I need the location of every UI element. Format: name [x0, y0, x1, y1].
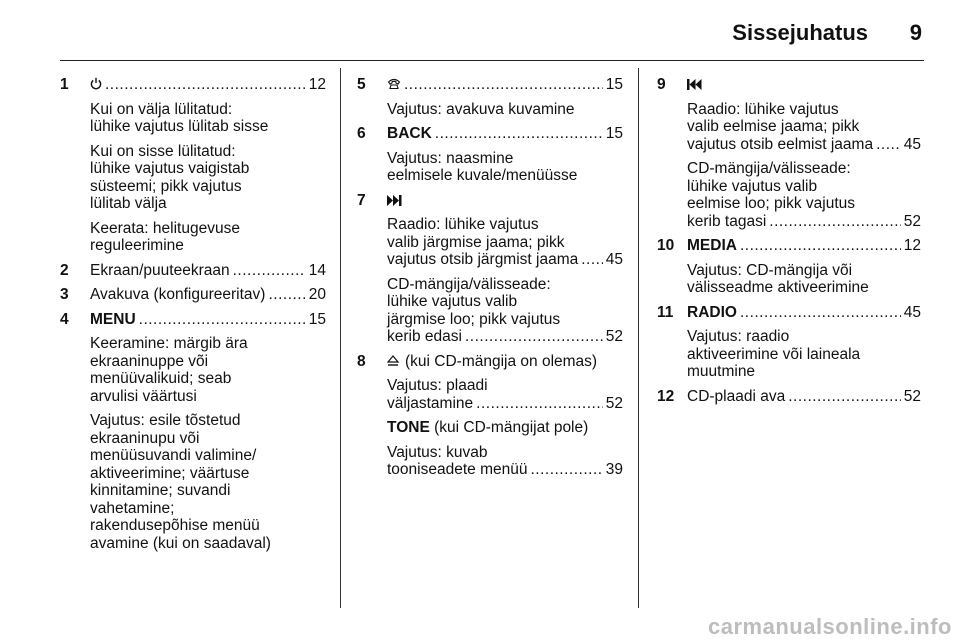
power-icon: [90, 76, 102, 94]
description-line: lühike vajutus lülitab sisse: [90, 118, 269, 135]
column-2: [357, 76, 623, 479]
description-line: Vajutus: naasmine: [387, 149, 514, 167]
entry-5: [357, 76, 623, 118]
description: [357, 101, 623, 119]
entry-number: 3: [60, 286, 69, 303]
description-line: Raadio: lühike vajutus: [387, 216, 539, 233]
description-line: Vajutus: esile tõstetud: [90, 412, 241, 429]
description-line: kinnitamine; suvandi: [90, 482, 231, 499]
entry-label: RADIO: [687, 303, 737, 321]
description-line: valib järgmise jaama; pikk: [387, 233, 565, 251]
column-1: [60, 76, 326, 552]
entry-label: (kui CD-mängija on olemas): [405, 352, 598, 370]
description-line: tooniseadete menüü: [387, 461, 528, 478]
description-line: CD-mängija/välisseade:: [687, 160, 851, 177]
entry-label: MEDIA: [687, 237, 737, 254]
entry-12: [657, 388, 921, 406]
description-line: menüüvalikuid; seab: [90, 370, 232, 387]
description: [357, 444, 623, 479]
description: [657, 160, 921, 230]
leader-dots: [740, 304, 901, 322]
description: [357, 150, 623, 185]
description: [60, 335, 326, 405]
entry-number: 11: [657, 303, 674, 321]
page-ref: 45: [605, 251, 623, 268]
page-ref: 15: [605, 125, 623, 142]
column-divider: [340, 68, 341, 608]
leader-dots: [435, 125, 603, 143]
description-line: Vajutus: CD-mängija või: [687, 261, 853, 279]
entry-number: 10: [657, 237, 675, 254]
watermark: carmanualsonline.info: [708, 614, 952, 639]
description-line: Kui on välja lülitatud:: [90, 100, 233, 118]
description-line: välisseadme aktiveerimine: [687, 279, 869, 296]
description: [60, 220, 326, 255]
leader-dots: [788, 388, 901, 406]
page-ref: 12: [903, 237, 921, 254]
page-ref: 52: [605, 394, 623, 412]
description-line: arvulisi väärtusi: [90, 387, 197, 405]
leader-dots: [740, 237, 901, 255]
entry-6: [357, 125, 623, 185]
description-line: Keeramine: märgib ära: [90, 335, 248, 352]
entry-number: 6: [357, 125, 366, 142]
description-line: lülitab välja: [90, 195, 167, 212]
description-line: Vajutus: plaadi: [387, 377, 488, 394]
description-line: vajutus otsib eelmist jaama: [687, 135, 874, 153]
column-divider: [638, 68, 639, 608]
description-line: lühike vajutus vaigistab: [90, 160, 250, 177]
page-header: [60, 16, 924, 61]
entry-label: Avakuva (konfigureeritav): [90, 286, 266, 303]
entry-label: MENU: [90, 310, 136, 328]
description: [60, 143, 326, 213]
description-line: avamine (kui on saadaval): [90, 534, 271, 552]
tone-line: [357, 419, 623, 437]
page-ref: 15: [308, 310, 326, 328]
leader-dots: [876, 136, 901, 154]
column-3: [657, 76, 921, 405]
description: [357, 216, 623, 269]
description: [357, 276, 623, 346]
description-line: eelmise loo; pikk vajutus: [687, 195, 855, 212]
description-line: vajutus otsib järgmist jaama: [387, 251, 579, 268]
page-number: 9: [909, 20, 922, 45]
description-line: CD-mängija/välisseade:: [387, 275, 551, 293]
skip-next-icon: [387, 192, 402, 210]
eject-icon: [387, 353, 399, 371]
description-line: kerib tagasi: [687, 212, 767, 230]
entry-number: 4: [60, 310, 69, 328]
entry-4: [60, 311, 326, 553]
description-line: väljastamine: [387, 394, 474, 412]
description-line: lühike vajutus valib: [687, 177, 818, 195]
description-line: Raadio: lühike vajutus: [687, 100, 839, 118]
page-ref: 52: [605, 328, 623, 345]
entry-number: 8: [357, 352, 366, 370]
leader-dots: [530, 461, 602, 479]
leader-dots: [105, 76, 306, 94]
description-line: valib eelmise jaama; pikk: [687, 118, 860, 135]
description-line: Kui on sisse lülitatud:: [90, 142, 236, 160]
description-line: Vajutus: avakuva kuvamine: [387, 100, 575, 118]
entry-7: [357, 192, 623, 346]
entry-3: [60, 286, 326, 304]
description-line: menüüsuvandi valimine/: [90, 447, 257, 464]
page-ref: 12: [308, 76, 326, 93]
skip-previous-icon: [687, 76, 702, 94]
entry-8: [357, 353, 623, 479]
entry-number: 7: [357, 191, 366, 209]
description: [60, 101, 326, 136]
page-ref: 45: [903, 303, 921, 321]
description-line: muutmine: [687, 363, 756, 380]
description-line: vahetamine;: [90, 499, 175, 517]
tone-note: (kui CD-mängijat pole): [434, 419, 589, 436]
leader-dots: [769, 213, 900, 231]
description-line: ekraaninupu või: [90, 429, 200, 447]
description-line: aktiveerimine või laineala: [687, 345, 861, 363]
entry-label: Ekraan/puuteekraan: [90, 261, 230, 279]
page-ref: 39: [605, 461, 623, 478]
page-ref: 15: [605, 76, 623, 93]
description: [657, 262, 921, 297]
leader-dots: [581, 251, 603, 269]
page-ref: 45: [903, 135, 921, 153]
leader-dots: [139, 311, 306, 329]
leader-dots: [233, 262, 306, 280]
description: [357, 377, 623, 412]
description-line: süsteemi; pikk vajutus: [90, 177, 242, 195]
tone-label: TONE: [387, 419, 430, 436]
description-line: eelmisele kuvale/menüüsse: [387, 167, 578, 184]
page-ref: 20: [308, 286, 326, 303]
entry-9: [657, 76, 921, 230]
page-ref: 52: [903, 387, 921, 405]
entry-number: 9: [657, 76, 666, 93]
description: [657, 101, 921, 154]
description-line: Keerata: helitugevuse: [90, 219, 240, 237]
entry-label: CD-plaadi ava: [687, 387, 786, 405]
description: [657, 328, 921, 381]
leader-dots: [404, 76, 603, 94]
page-title: Sissejuhatus: [732, 20, 868, 45]
page-ref: 14: [308, 261, 326, 279]
description-line: ekraaninuppe või: [90, 352, 209, 370]
description-line: Vajutus: raadio: [687, 328, 790, 345]
description-line: järgmise loo; pikk vajutus: [387, 310, 561, 328]
description-line: aktiveerimine; väärtuse: [90, 464, 250, 482]
entry-2: [60, 262, 326, 280]
leader-dots: [476, 395, 603, 413]
description-line: lühike vajutus valib: [387, 293, 518, 310]
leader-dots: [465, 328, 603, 346]
phone-icon: [387, 76, 401, 94]
entry-1: [60, 76, 326, 255]
entry-number: 2: [60, 261, 69, 279]
entry-10: [657, 237, 921, 297]
description-line: rakendusepõhise menüü: [90, 517, 260, 534]
description: [60, 412, 326, 552]
entry-number: 1: [60, 76, 69, 93]
description-line: reguleerimine: [90, 237, 184, 254]
leader-dots: [268, 286, 305, 304]
entry-number: 12: [657, 387, 675, 405]
description-line: kerib edasi: [387, 328, 462, 345]
entry-label: BACK: [387, 125, 432, 142]
entry-number: 5: [357, 76, 366, 93]
description-line: Vajutus: kuvab: [387, 443, 488, 461]
page-ref: 52: [903, 212, 921, 230]
entry-11: [657, 304, 921, 381]
